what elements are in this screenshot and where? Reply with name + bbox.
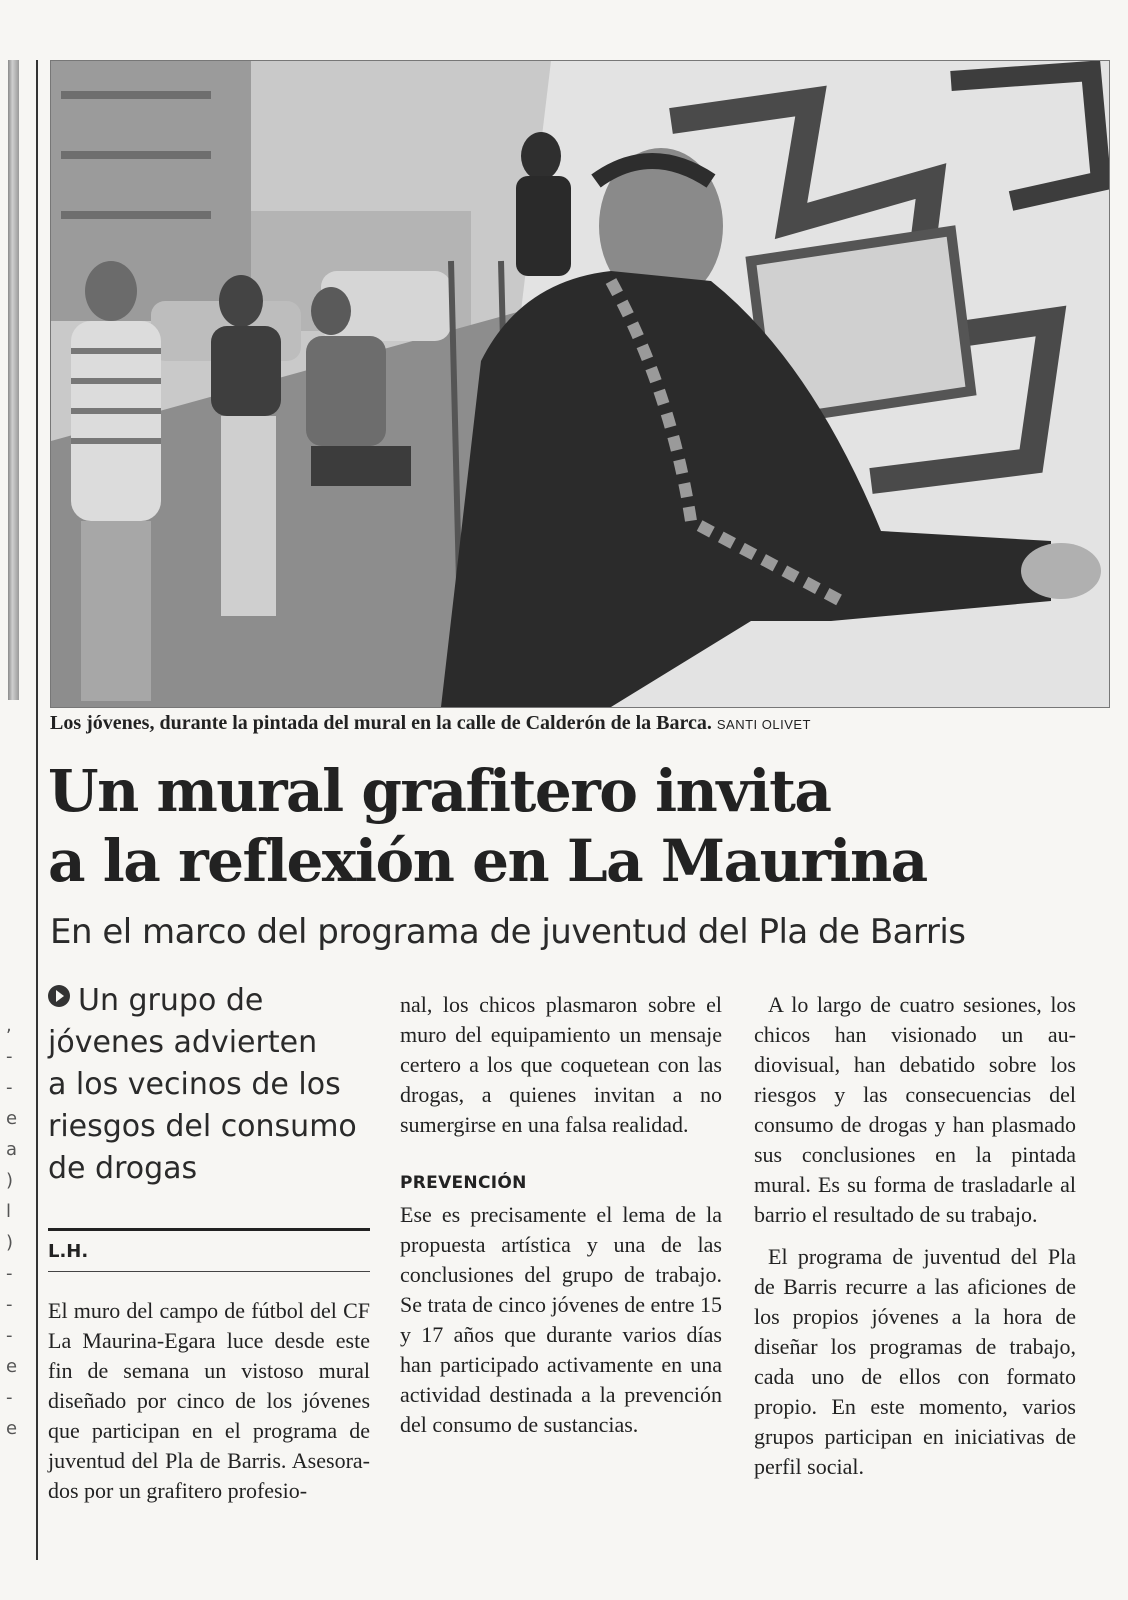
summary-line-2: jóvenes advierten — [48, 1025, 318, 1060]
adjacent-page-edge-marks — [6, 1010, 26, 1444]
edge-mark: e — [6, 1108, 18, 1129]
column-rule — [36, 60, 38, 1560]
column-3 — [754, 990, 1076, 1482]
column-2 — [400, 990, 722, 1440]
summary-line-5: de drogas — [48, 1151, 198, 1186]
headline-line-1: Un mural grafitero invita — [48, 757, 831, 825]
edge-mark: e — [6, 1356, 18, 1377]
article-subhead: En el marco del programa de juventud del Pla de Barris — [50, 912, 966, 952]
summary-line-3: a los vecinos de los — [48, 1067, 341, 1102]
photo-credit: SANTI OLIVET — [716, 717, 811, 732]
byline: L.H. — [48, 1237, 370, 1272]
summary-line-4: riesgos del consumo — [48, 1109, 357, 1144]
headline-line-2: a la reflexión en La Maurina — [48, 827, 927, 895]
edge-mark: - — [6, 1046, 13, 1067]
section-heading: PREVENCIÓN — [400, 1173, 527, 1193]
article-photo — [50, 60, 1110, 708]
edge-mark: a — [6, 1139, 18, 1160]
edge-mark: - — [6, 1294, 13, 1315]
photo-graffiti-mural-icon — [51, 61, 1109, 707]
edge-mark: , — [6, 1015, 12, 1036]
column-3-paragraph-1: A lo largo de cuatro sesiones, los chicos han visionado un audiovisual, han debatido sobre los riesgos y las consecuencias del consumo de drogas y han plasmado sus conclusiones en la pintada mural. Es su forma de trasladarle al barrio el resultado de su trabajo. — [754, 992, 1076, 1227]
edge-mark: ) — [6, 1232, 14, 1253]
edge-mark: - — [6, 1263, 13, 1284]
edge-mark: - — [6, 1387, 13, 1408]
caption-text: Los jóvenes, durante la pintada del mural en la calle de Calderón de la Barca. — [50, 712, 712, 734]
summary-line-1: Un grupo de — [78, 983, 264, 1018]
article-headline — [48, 756, 1108, 896]
play-bullet-icon — [48, 985, 70, 1007]
photo-caption — [50, 712, 1108, 735]
page-edge-strip — [8, 60, 19, 700]
column-3-paragraph-2: El programa de juventud del Pla de Barris recurre a las aficiones de los propios jóvenes a la hora de diseñar los programas de trabajo, cada uno de ellos con formato propio. En este momento, varios grupos participan en iniciativas de perfil social. — [754, 1244, 1076, 1479]
edge-mark: ) — [6, 1170, 14, 1191]
column-1 — [48, 980, 370, 1506]
article-summary — [48, 980, 370, 1190]
column-2-paragraph-1: nal, los chicos plasmaron sobre el muro del equipamiento un mensaje certero a los que coquetean con las drogas, a quienes invitan a no sumergirse en una falsa realidad. — [400, 992, 722, 1137]
column-2-paragraph-2: Ese es precisamente el lema de la propuesta artística y una de las conclusiones del grupo de trabajo. Se trata de cinco jóvenes de entre 15 y 17 años que durante varios días han participado activamente en una actividad destinada a la prevención del consumo de sustancias. — [400, 1202, 722, 1437]
edge-mark: - — [6, 1325, 13, 1346]
edge-mark: - — [6, 1077, 13, 1098]
byline-divider — [48, 1228, 370, 1231]
column-1-paragraph: El muro del campo de fútbol del CF La Maurina-Egara luce desde este fin de semana un vistoso mural diseñado por cinco de los jóvenes que participan en el programa de juventud del Pla de Barris. Asesorados por un grafitero profesio- — [48, 1298, 370, 1503]
edge-mark: l — [6, 1201, 12, 1222]
edge-mark: e — [6, 1418, 18, 1439]
